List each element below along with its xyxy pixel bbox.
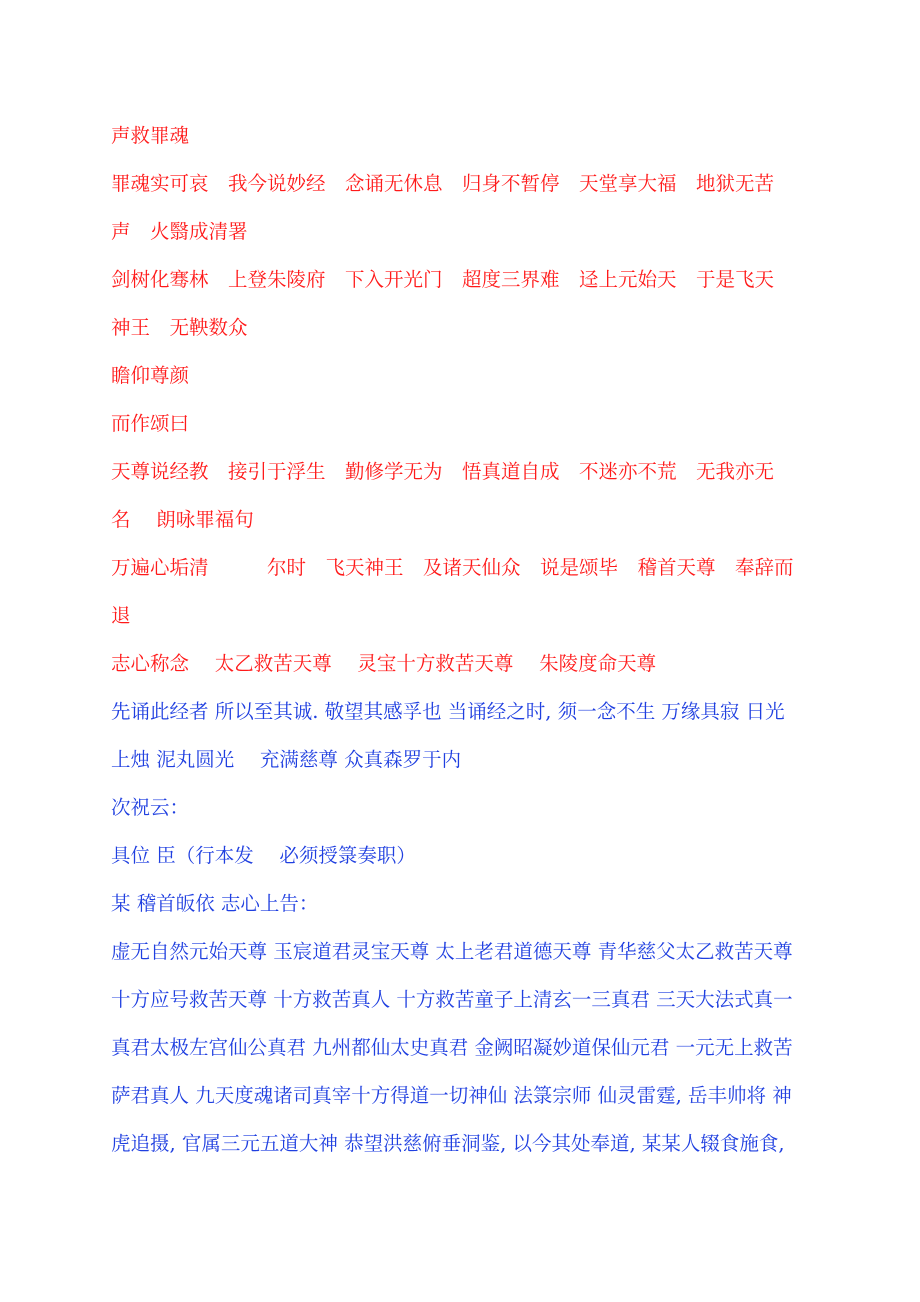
- text-line: 而作颂曰: [111, 412, 190, 435]
- text-line: 上烛 泥丸圆光 充满慈尊 众真森罗于内: [111, 748, 462, 771]
- text-line: 虚无自然元始天尊 玉宸道君灵宝天尊 太上老君道德天尊 青华慈父太乙救苦天尊: [111, 940, 793, 963]
- text-line: 瞻仰尊颜: [111, 364, 190, 387]
- text-line: 万遍心垢清 尔时 飞天神王 及诸天仙众 说是颂毕 稽首天尊 奉辞而: [111, 556, 794, 579]
- text-line: 罪魂实可哀 我今说妙经 念诵无休息 归身不暂停 天堂享大福 地狱无苦: [111, 172, 775, 195]
- text-line: 志心称念 太乙救苦天尊 灵宝十方救苦天尊 朱陵度命天尊: [111, 652, 657, 675]
- text-line: 退: [111, 604, 131, 627]
- text-line: 虎追摄, 官属三元五道大神 恭望洪慈俯垂洞鉴, 以今其处奉道, 某某人辍食施食,: [111, 1132, 785, 1155]
- text-line: 先诵此经者 所以至其诚. 敬望其感孚也 当诵经之时, 须一念不生 万缘具寂 日光: [111, 700, 785, 723]
- text-line: 名 朗咏罪福句: [111, 508, 254, 531]
- text-line: 某 稽首皈依 志心上告：: [111, 892, 319, 915]
- text-line: 神王 无鞅数众: [111, 316, 248, 339]
- document-page: [111, 112, 846, 1168]
- text-line: 萨君真人 九天度魂诸司真宰十方得道一切神仙 法箓宗师 仙灵雷霆, 岳丰帅将 神: [111, 1084, 792, 1107]
- text-line: 十方应号救苦天尊 十方救苦真人 十方救苦童子上清玄一三真君 三天大法式真一: [111, 988, 793, 1011]
- text-line: 剑树化骞林 上登朱陵府 下入开光门 超度三界难 迳上元始天 于是飞天: [111, 268, 775, 291]
- text-line: 声救罪魂: [111, 124, 190, 147]
- red-text-block: [111, 112, 846, 688]
- text-line: 天尊说经教 接引于浮生 勤修学无为 悟真道自成 不迷亦不荒 无我亦无: [111, 460, 775, 483]
- text-line: 次祝云：: [111, 796, 190, 819]
- blue-text-block: [111, 688, 846, 1168]
- text-line: 声 火翳成清署: [111, 220, 248, 243]
- text-line: 真君太极左宫仙公真君 九州都仙太史真君 金阙昭凝妙道保仙元君 一元无上救苦: [111, 1036, 793, 1059]
- text-line: 具位 臣（行本发 必须授箓奏职）: [111, 844, 416, 867]
